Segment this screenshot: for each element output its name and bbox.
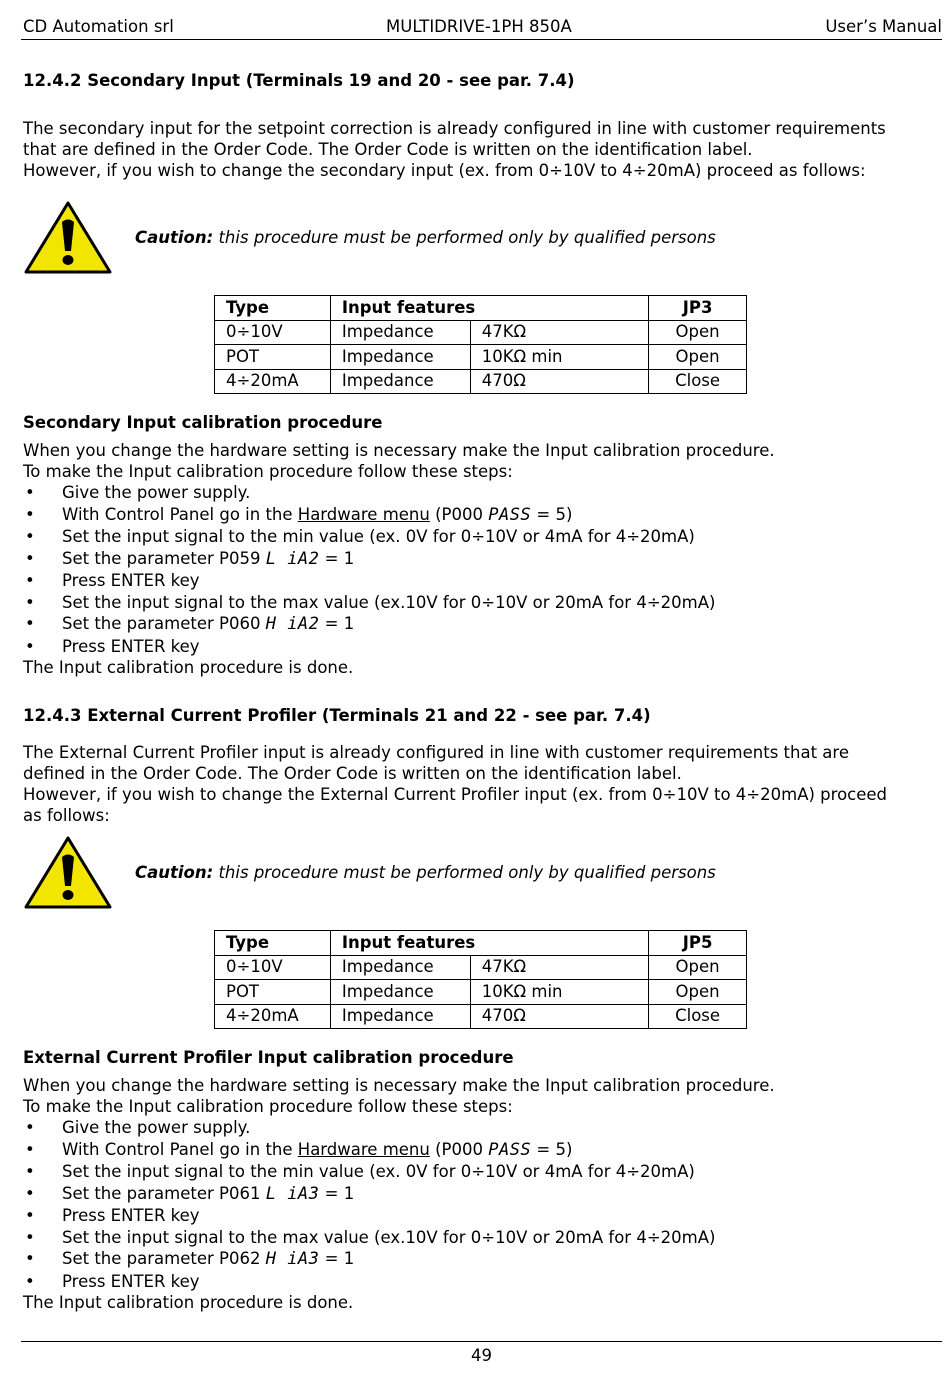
list-item <box>23 592 941 614</box>
lcd-code: H iA3 <box>265 1249 320 1269</box>
caution-box <box>23 200 923 275</box>
list-item <box>23 570 941 592</box>
table-row <box>215 345 747 370</box>
lcd-code: L iA3 <box>265 1183 320 1204</box>
caution-text <box>135 227 716 249</box>
intro-line: that are defined in the Order Code. The Order Code is written on the identification label. <box>23 140 753 159</box>
calibration-heading: Secondary Input calibration procedure <box>23 413 383 432</box>
step-text: Press ENTER key <box>62 1271 200 1291</box>
col-jumper: JP3 <box>649 296 747 321</box>
cell-jumper: Close <box>649 1004 747 1029</box>
lcd-code: H iA2 <box>265 614 320 634</box>
cell-type: POT <box>215 345 331 370</box>
list-item <box>23 613 941 636</box>
caution-box <box>23 835 923 910</box>
step-text: Give the power supply. <box>62 1118 251 1137</box>
step-text: = 1 <box>319 1249 355 1268</box>
cell-feature: Impedance <box>330 1004 470 1029</box>
caution-label: Caution: <box>135 863 214 882</box>
cell-jumper: Open <box>649 345 747 370</box>
calibration-intro: When you change the hardware setting is necessary make the Input calibration procedure. <box>23 441 775 460</box>
cell-type: 0÷10V <box>215 955 331 980</box>
step-text: Give the power supply. <box>62 483 251 502</box>
table-row <box>215 320 747 345</box>
step-text: Set the parameter P059 <box>62 548 266 568</box>
list-item <box>23 482 941 504</box>
section-intro <box>23 118 941 181</box>
cell-type: POT <box>215 980 331 1005</box>
step-text: Set the input signal to the min value (ex. 0V for 0÷10V or 4mA for 4÷20mA) <box>62 1162 695 1181</box>
cell-jumper: Open <box>649 980 747 1005</box>
page-header <box>21 17 942 40</box>
cell-feature: Impedance <box>330 345 470 370</box>
cell-type: 4÷20mA <box>215 369 331 394</box>
calibration-section <box>23 412 941 678</box>
step-text: Set the input signal to the min value (ex. 0V for 0÷10V or 4mA for 4÷20mA) <box>62 527 695 546</box>
list-item <box>23 548 941 571</box>
list-item <box>23 1161 941 1183</box>
steps-list <box>23 1117 941 1292</box>
table-row <box>215 1004 747 1029</box>
step-text: With Control Panel go in the <box>62 1139 298 1159</box>
step-text: Press ENTER key <box>62 571 200 590</box>
caution-text <box>135 862 716 884</box>
caution-label: Caution: <box>135 228 214 247</box>
page-footer <box>21 1341 942 1372</box>
cell-value: 47KΩ <box>470 955 648 980</box>
step-text: Press ENTER key <box>62 636 200 656</box>
list-item <box>23 1205 941 1227</box>
table-row <box>215 955 747 980</box>
hardware-menu-link: Hardware menu <box>297 1139 430 1159</box>
step-text: = 1 <box>319 614 355 633</box>
calibration-intro: To make the Input calibration procedure follow these steps: <box>23 1097 513 1116</box>
step-text: Set the parameter P062 <box>62 1249 266 1268</box>
step-text: = 5) <box>531 1139 573 1159</box>
table-row <box>215 369 747 394</box>
jumper-table-jp5 <box>214 930 747 1029</box>
step-text: (P000 <box>429 504 489 524</box>
steps-list <box>23 482 941 657</box>
list-item <box>23 504 941 527</box>
step-text: Set the input signal to the max value (ex.10V for 0÷10V or 20mA for 4÷20mA) <box>62 1227 716 1247</box>
intro-line: as follows: <box>23 806 110 825</box>
step-text: Set the parameter P061 <box>62 1183 266 1203</box>
section-heading: 12.4.3 External Current Profiler (Terminals 21 and 22 - see par. 7.4) <box>23 706 651 725</box>
cell-value: 47KΩ <box>470 320 648 345</box>
intro-line: defined in the Order Code. The Order Code is written on the identification label. <box>23 764 682 783</box>
cell-feature: Impedance <box>330 369 470 394</box>
step-text: Press ENTER key <box>62 1206 200 1225</box>
list-item <box>23 1271 941 1293</box>
warning-triangle-icon <box>23 835 113 910</box>
intro-line: However, if you wish to change the secondary input (ex. from 0÷10V to 4÷20mA) proceed as follows: <box>23 161 866 180</box>
calibration-intro: When you change the hardware setting is necessary make the Input calibration procedure. <box>23 1076 775 1095</box>
list-item <box>23 1139 941 1162</box>
cell-value: 470Ω <box>470 369 648 394</box>
table-header-row <box>215 296 747 321</box>
caution-message: this procedure must be performed only by qualified persons <box>213 228 716 247</box>
header-doc-type: User’s Manual <box>825 17 942 36</box>
list-item <box>23 1117 941 1139</box>
col-jumper: JP5 <box>649 931 747 956</box>
calibration-section <box>23 1047 941 1313</box>
calibration-intro: To make the Input calibration procedure follow these steps: <box>23 462 513 481</box>
cell-jumper: Open <box>649 320 747 345</box>
step-text: (P000 <box>429 1139 489 1159</box>
list-item <box>23 1227 941 1249</box>
lcd-code: PASS <box>488 1139 532 1160</box>
list-item <box>23 526 941 548</box>
step-text: Set the parameter P060 <box>62 614 266 633</box>
table-header-row <box>215 931 747 956</box>
header-product: MULTIDRIVE-1PH 850A <box>386 17 572 36</box>
list-item <box>23 636 941 658</box>
col-input-features: Input features <box>330 931 648 956</box>
section-heading: 12.4.2 Secondary Input (Terminals 19 and 20 - see par. 7.4) <box>23 71 575 90</box>
intro-line: The External Current Profiler input is already configured in line with customer requirements that are <box>23 743 849 762</box>
cell-feature: Impedance <box>330 320 470 345</box>
section-intro <box>23 742 941 826</box>
cell-type: 4÷20mA <box>215 1004 331 1029</box>
cell-type: 0÷10V <box>215 320 331 345</box>
intro-line: The secondary input for the setpoint correction is already configured in line with customer requirements <box>23 119 886 138</box>
lcd-code: PASS <box>488 504 532 525</box>
section-title-secondary-input <box>23 70 941 92</box>
page-number: 49 <box>471 1346 492 1365</box>
calibration-heading: External Current Profiler Input calibration procedure <box>23 1048 514 1067</box>
cell-jumper: Close <box>649 369 747 394</box>
col-type: Type <box>215 296 331 321</box>
col-type: Type <box>215 931 331 956</box>
calibration-done: The Input calibration procedure is done. <box>23 1293 354 1312</box>
step-text: With Control Panel go in the <box>62 504 298 524</box>
list-item <box>23 1248 941 1271</box>
cell-feature: Impedance <box>330 980 470 1005</box>
cell-value: 10KΩ min <box>470 980 648 1005</box>
section-title-external-profiler <box>23 705 941 727</box>
step-text: = 1 <box>319 1183 355 1203</box>
cell-jumper: Open <box>649 955 747 980</box>
cell-feature: Impedance <box>330 955 470 980</box>
step-text: = 1 <box>319 548 355 568</box>
header-company: CD Automation srl <box>23 17 174 36</box>
warning-triangle-icon <box>23 200 113 275</box>
jumper-table-jp3 <box>214 295 747 394</box>
step-text: = 5) <box>531 504 573 524</box>
cell-value: 470Ω <box>470 1004 648 1029</box>
list-item <box>23 1183 941 1206</box>
hardware-menu-link: Hardware menu <box>297 504 430 524</box>
table-row <box>215 980 747 1005</box>
lcd-code: L iA2 <box>265 548 320 569</box>
cell-value: 10KΩ min <box>470 345 648 370</box>
caution-message: this procedure must be performed only by qualified persons <box>213 863 716 882</box>
step-text: Set the input signal to the max value (ex.10V for 0÷10V or 20mA for 4÷20mA) <box>62 592 716 612</box>
intro-line: However, if you wish to change the External Current Profiler input (ex. from 0÷10V to 4÷20mA) proceed <box>23 785 888 804</box>
calibration-done: The Input calibration procedure is done. <box>23 658 354 677</box>
col-input-features: Input features <box>330 296 648 321</box>
